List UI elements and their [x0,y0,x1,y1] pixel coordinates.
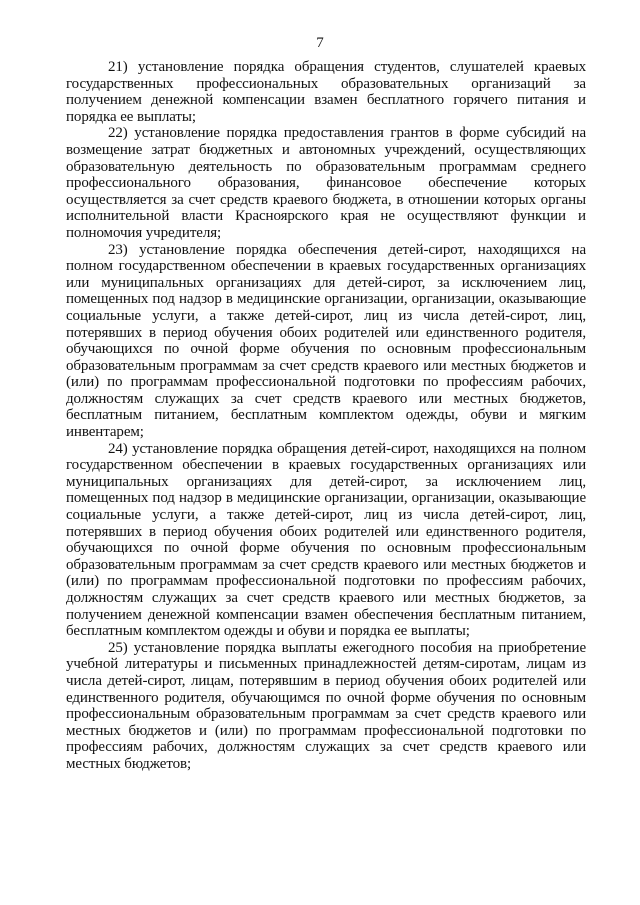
paragraph-item-25: 25) установление порядка выплаты ежегодного пособия на приобретение учебной литературы и письменных принадлежностей детям-сиротам, лицам из числа детей-сирот, лицам, потерявшим в период обучения обоих родителей или единственного родителя, обучающимся по очной форме обучения по основным профессиональным образовательным программам за счет средств краевого или местных бюджетов и (или) по программам профессиональной подготовки по профессиям рабочих, должностям служащих за счет средств краевого или местных бюджетов; [66,639,586,772]
paragraph-item-24: 24) установление порядка обращения детей-сирот, находящихся на полном государственном обеспечении в краевых государственных организациях или муниципальных организациях для детей-сирот, за исключением лиц, помещенных под надзор в медицинские организации, организации, оказывающие социальные услуги, а также детей-сирот, лиц из числа детей-сирот, лиц, потерявших в период обучения обоих родителей или единственного родителя, обучающихся по очной форме обучения по основным профессиональным образовательным программам за счет средств краевого или местных бюджетов и (или) по программам профессиональной подготовки по профессиям рабочих, должностям служащих за счет средств краевого или местных бюджетов, за получением денежной компенсации взамен обеспечения бесплатным питанием, бесплатным комплектом одежды и обуви и порядка ее выплаты; [66,440,586,640]
page-number: 7 [316,35,324,51]
paragraph-item-21: 21) установление порядка обращения студентов, слушателей краевых государственных профессиональных образовательных организаций за получением денежной компенсации взамен бесплатного горячего питания и порядка ее выплаты; [66,59,586,125]
paragraph-item-22: 22) установление порядка предоставления грантов в форме субсидий на возмещение затрат бюджетных и автономных учреждений, осуществляющих образовательную деятельность по образовательным программам среднего профессионального образования, финансовое обеспечение которых осуществляется за счет средств краевого бюджета, в отношении которых органы исполнительной власти Красноярского края не осуществляют функции и полномочия учредителя; [66,125,586,241]
document-body [66,59,586,773]
paragraph-item-23: 23) установление порядка обеспечения детей-сирот, находящихся на полном государственном обеспечении в краевых государственных организациях или муниципальных организациях для детей-сирот, за исключением лиц, помещенных под надзор в медицинские организации, организации, оказывающие социальные услуги, а также детей-сирот, лиц из числа детей-сирот, лиц, потерявших в период обучения обоих родителей или единственного родителя, обучающихся по очной форме обучения по основным профессиональным образовательным программам за счет средств краевого или местных бюджетов и (или) по программам профессиональной подготовки по профессиям рабочих, должностям служащих за счет средств краевого или местных бюджетов, бесплатным питанием, бесплатным комплектом одежды, обуви и мягким инвентарем; [66,241,586,441]
